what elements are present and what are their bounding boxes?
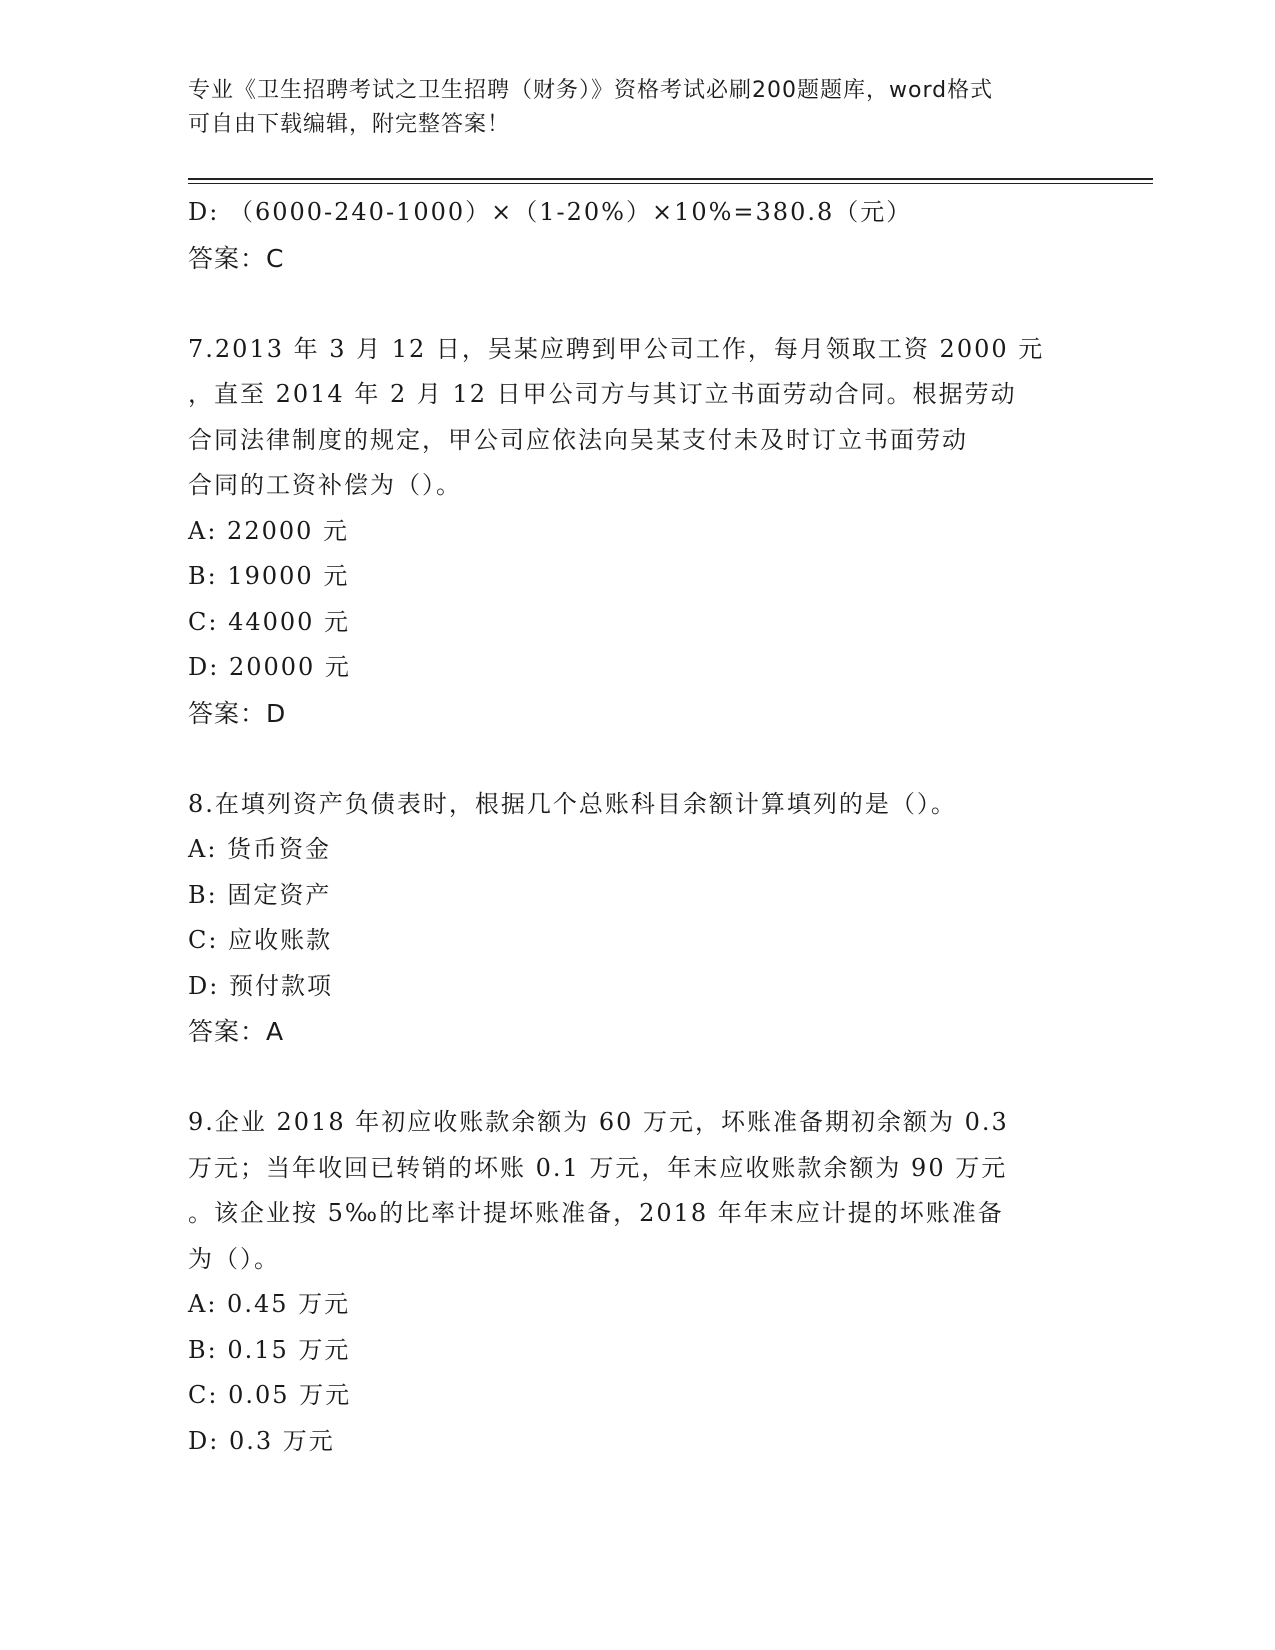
question-9-option-a: A: 0.45 万元 xyxy=(188,1290,351,1318)
question-8 xyxy=(188,782,1088,1055)
document-header xyxy=(188,74,1068,142)
question-9-option-d: D: 0.3 万元 xyxy=(188,1426,335,1455)
question-9-stem-line: 万元；当年收回已转销的坏账 0.1 万元，年末应收账款余额为 90 万元 xyxy=(188,1153,1008,1182)
question-7-stem-line: 合同法律制度的规定，甲公司应依法向吴某支付未及时订立书面劳动 xyxy=(188,425,968,454)
question-7-stem-line: 7.2013 年 3 月 12 日，吴某应聘到甲公司工作，每月领取工资 2000 元 xyxy=(188,334,1045,363)
header-title-line-1: 专业《卫生招聘考试之卫生招聘（财务）》资格考试必刷200题题库，word格式 xyxy=(188,78,994,103)
question-9-stem-line: 为（）。 xyxy=(188,1244,280,1273)
question-8-option-d: D: 预付款项 xyxy=(188,971,333,1000)
question-7-option-b: B: 19000 元 xyxy=(188,562,350,590)
question-8-stem-line: 8.在填列资产负债表时，根据几个总账科目余额计算填列的是（）。 xyxy=(188,789,957,818)
question-7-answer: 答案：D xyxy=(188,698,287,728)
question-9 xyxy=(188,1100,1088,1464)
question-7 xyxy=(188,327,1088,737)
question-8-option-c: C: 应收账款 xyxy=(188,926,333,954)
document-body xyxy=(188,190,1088,1464)
question-8-option-a: A: 货币资金 xyxy=(188,835,332,863)
question-9-stem-line: 9.企业 2018 年初应收账款余额为 60 万元，坏账准备期初余额为 0.3 xyxy=(188,1108,1009,1136)
prev-option-d: D: （6000-240-1000）×（1-20%）×10%=380.8（元） xyxy=(188,198,913,226)
header-title-line-2: 可自由下载编辑，附完整答案！ xyxy=(188,112,511,137)
question-7-option-a: A: 22000 元 xyxy=(188,516,350,545)
spacer xyxy=(188,281,1088,327)
question-7-option-d: D: 20000 元 xyxy=(188,653,351,681)
prev-answer: 答案：C xyxy=(188,243,285,273)
question-8-option-b: B: 固定资产 xyxy=(188,880,332,909)
header-divider-thin xyxy=(188,183,1153,184)
question-9-option-c: C: 0.05 万元 xyxy=(188,1381,352,1409)
spacer xyxy=(188,1055,1088,1101)
question-9-option-b: B: 0.15 万元 xyxy=(188,1335,351,1364)
question-7-stem-line: 合同的工资补偿为（）。 xyxy=(188,471,462,499)
question-7-stem-line: ，直至 2014 年 2 月 12 日甲公司方与其订立书面劳动合同。根据劳动 xyxy=(188,380,1017,408)
question-7-option-c: C: 44000 元 xyxy=(188,607,351,636)
spacer xyxy=(188,736,1088,782)
header-divider-thick xyxy=(188,178,1153,180)
question-9-stem-line: 。该企业按 5‰的比率计提坏账准备，2018 年年末应计提的坏账准备 xyxy=(188,1199,1004,1227)
question-8-answer: 答案：A xyxy=(188,1017,285,1046)
